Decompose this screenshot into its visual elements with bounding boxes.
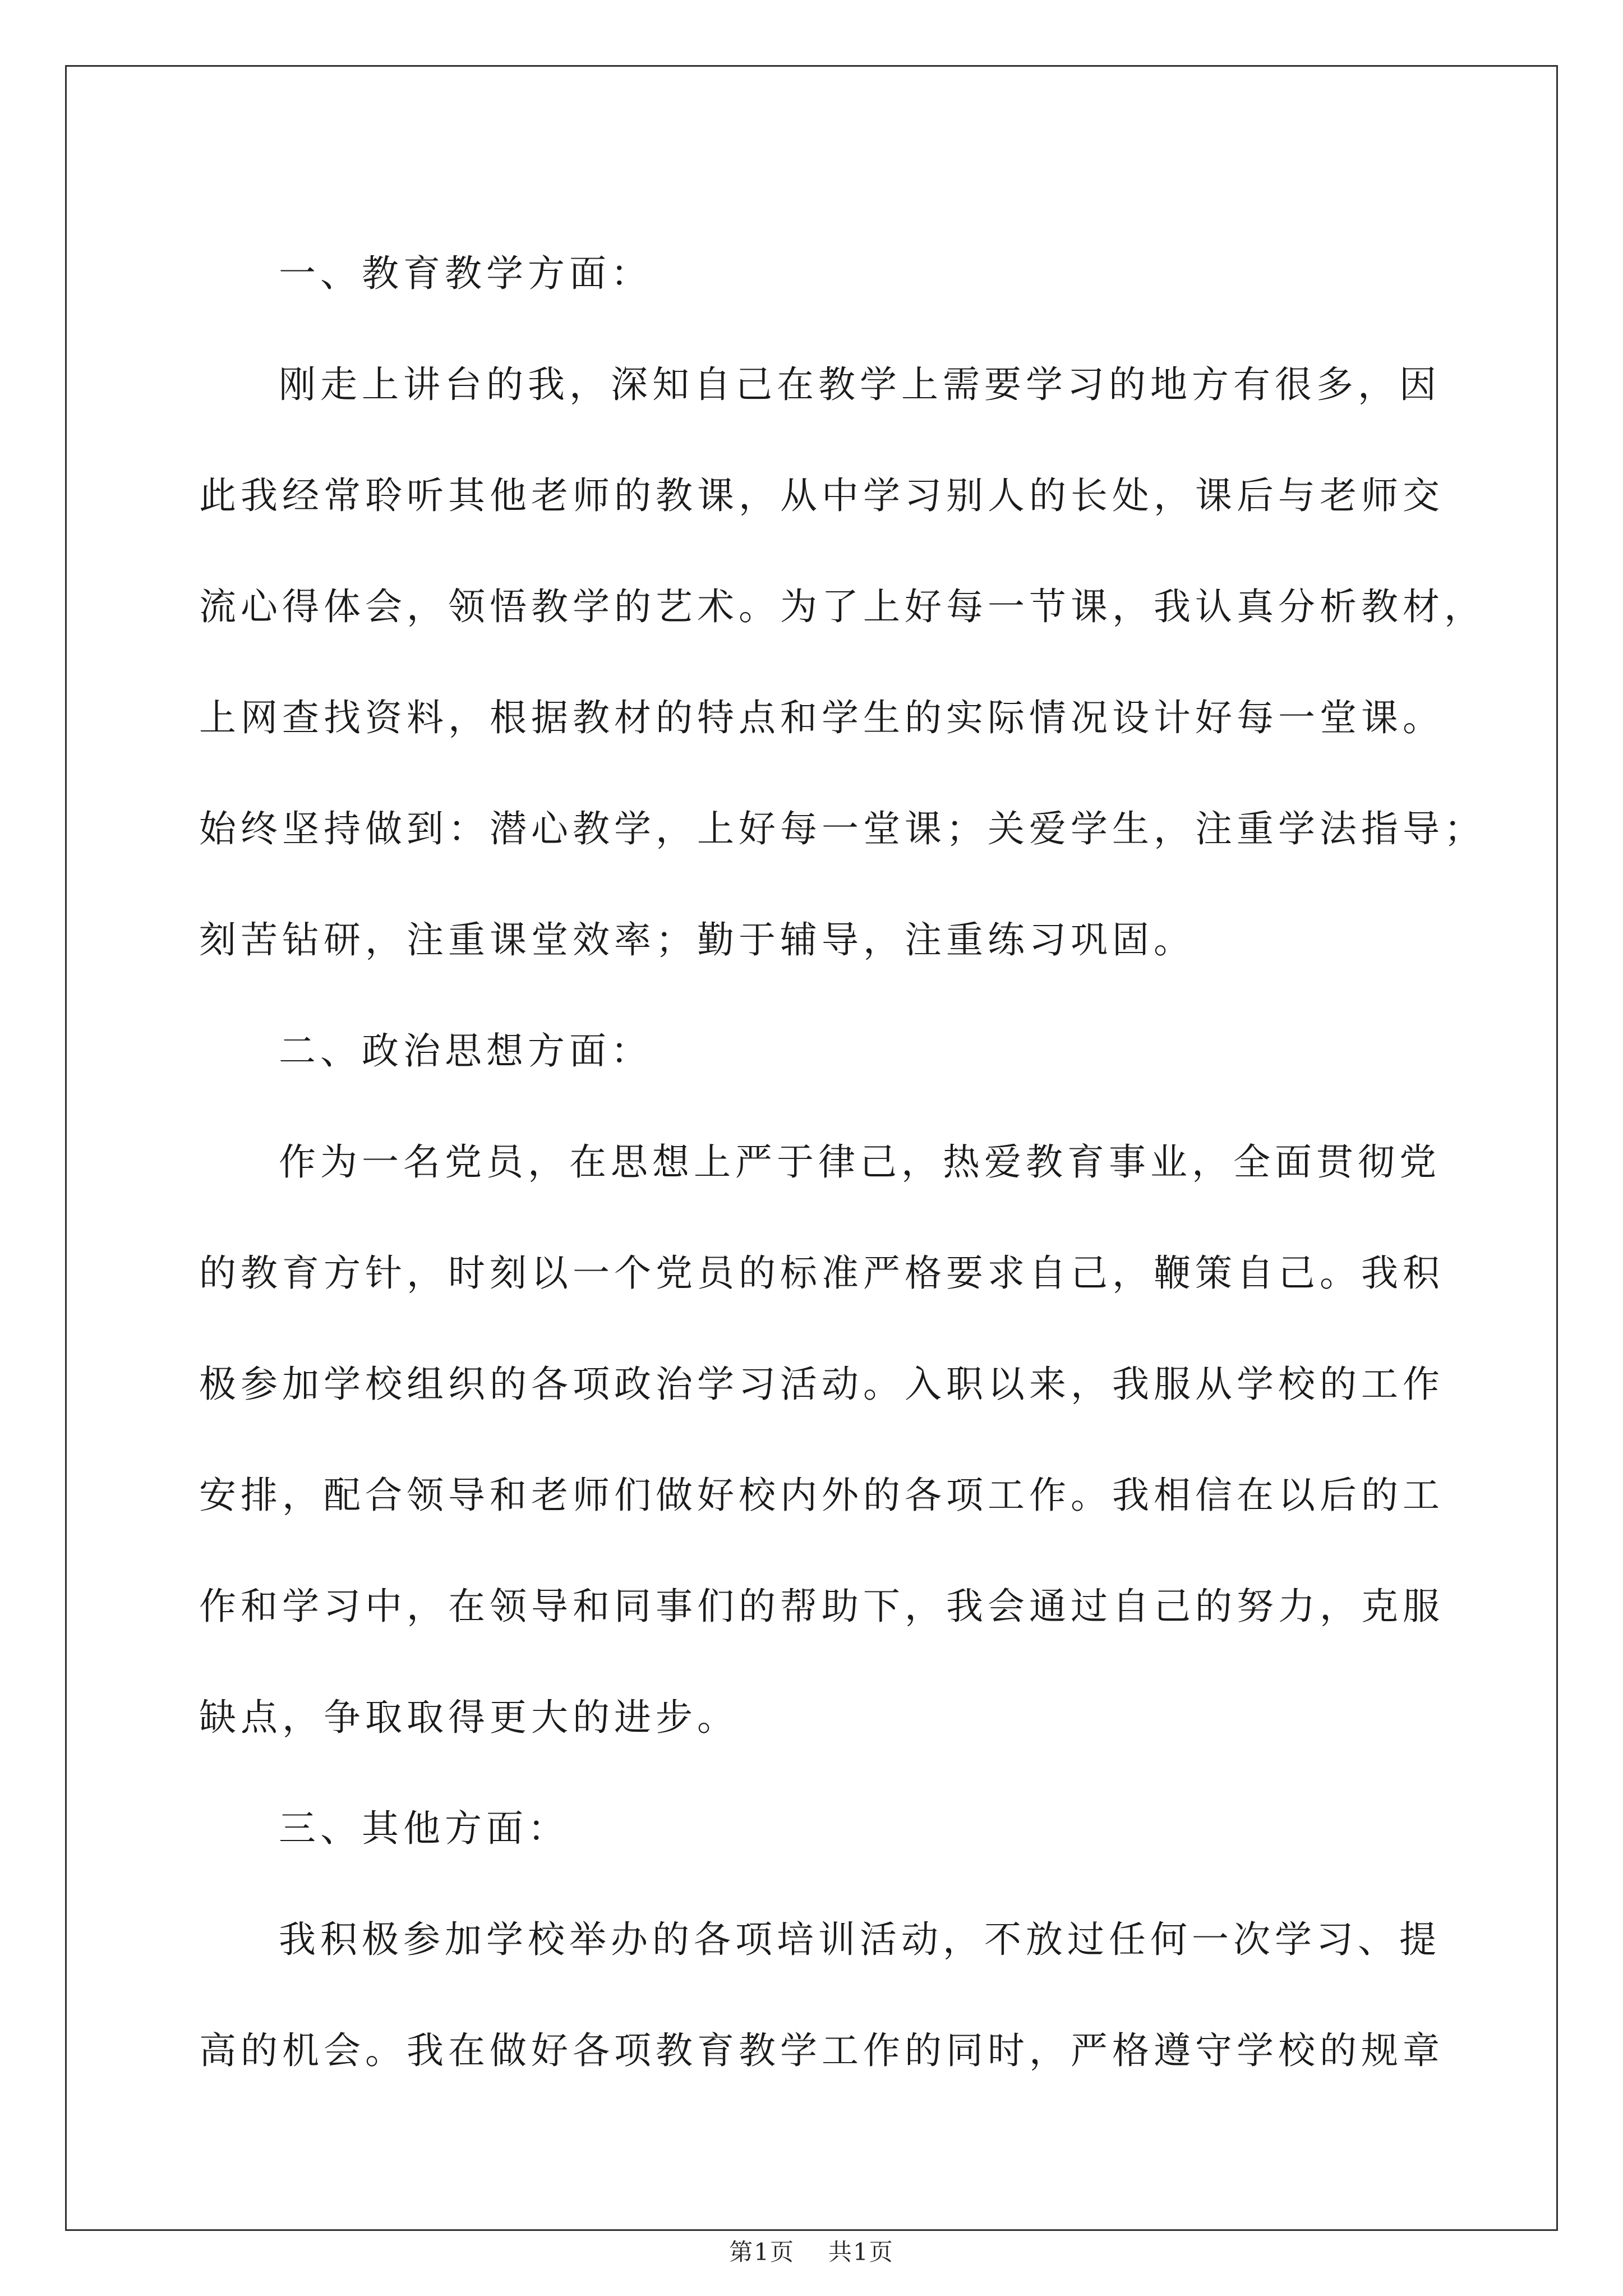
paragraph-line: 刚走上讲台的我，深知自己在教学上需要学习的地方有很多，因 [279, 362, 1441, 406]
paragraph-line: 此我经常聆听其他老师的教课，从中学习别人的长处，课后与老师交 [199, 473, 1444, 517]
paragraph-line: 流心得体会，领悟教学的艺术。为了上好每一节课，我认真分析教材， [199, 585, 1486, 628]
paragraph-line: 极参加学校组织的各项政治学习活动。入职以来，我服从学校的工作 [199, 1362, 1444, 1406]
section-heading-other: 三、其他方面： [279, 1806, 569, 1850]
page-total: 共1页 [828, 2238, 894, 2266]
paragraph-line: 缺点，争取取得更大的进步。 [199, 1695, 739, 1739]
paragraph-line: 刻苦钻研，注重课堂效率；勤于辅导，注重练习巩固。 [199, 918, 1195, 961]
paragraph-line: 高的机会。我在做好各项教育教学工作的同时，严格遵守学校的规章 [199, 2028, 1444, 2072]
section-heading-politics: 二、政治思想方面： [279, 1029, 652, 1073]
document-body [199, 214, 1486, 2102]
paragraph-line: 始终坚持做到：潜心教学，上好每一堂课；关爱学生，注重学法指导； [199, 807, 1486, 850]
section-heading-education: 一、教育教学方面： [279, 251, 652, 295]
page-footer [0, 2234, 1623, 2267]
paragraph-line: 作为一名党员，在思想上严于律己，热爱教育事业，全面贯彻党 [279, 1140, 1441, 1184]
paragraph-line: 安排，配合领导和老师们做好校内外的各项工作。我相信在以后的工 [199, 1473, 1444, 1517]
paragraph-line: 我积极参加学校举办的各项培训活动，不放过任何一次学习、提 [279, 1917, 1441, 1961]
paragraph-line: 的教育方针，时刻以一个党员的标准严格要求自己，鞭策自己。我积 [199, 1251, 1444, 1295]
paragraph-line: 作和学习中，在领导和同事们的帮助下，我会通过自己的努力，克服 [199, 1584, 1444, 1628]
page-number: 第1页 [729, 2238, 795, 2266]
paragraph-line: 上网查找资料，根据教材的特点和学生的实际情况设计好每一堂课。 [199, 696, 1444, 739]
